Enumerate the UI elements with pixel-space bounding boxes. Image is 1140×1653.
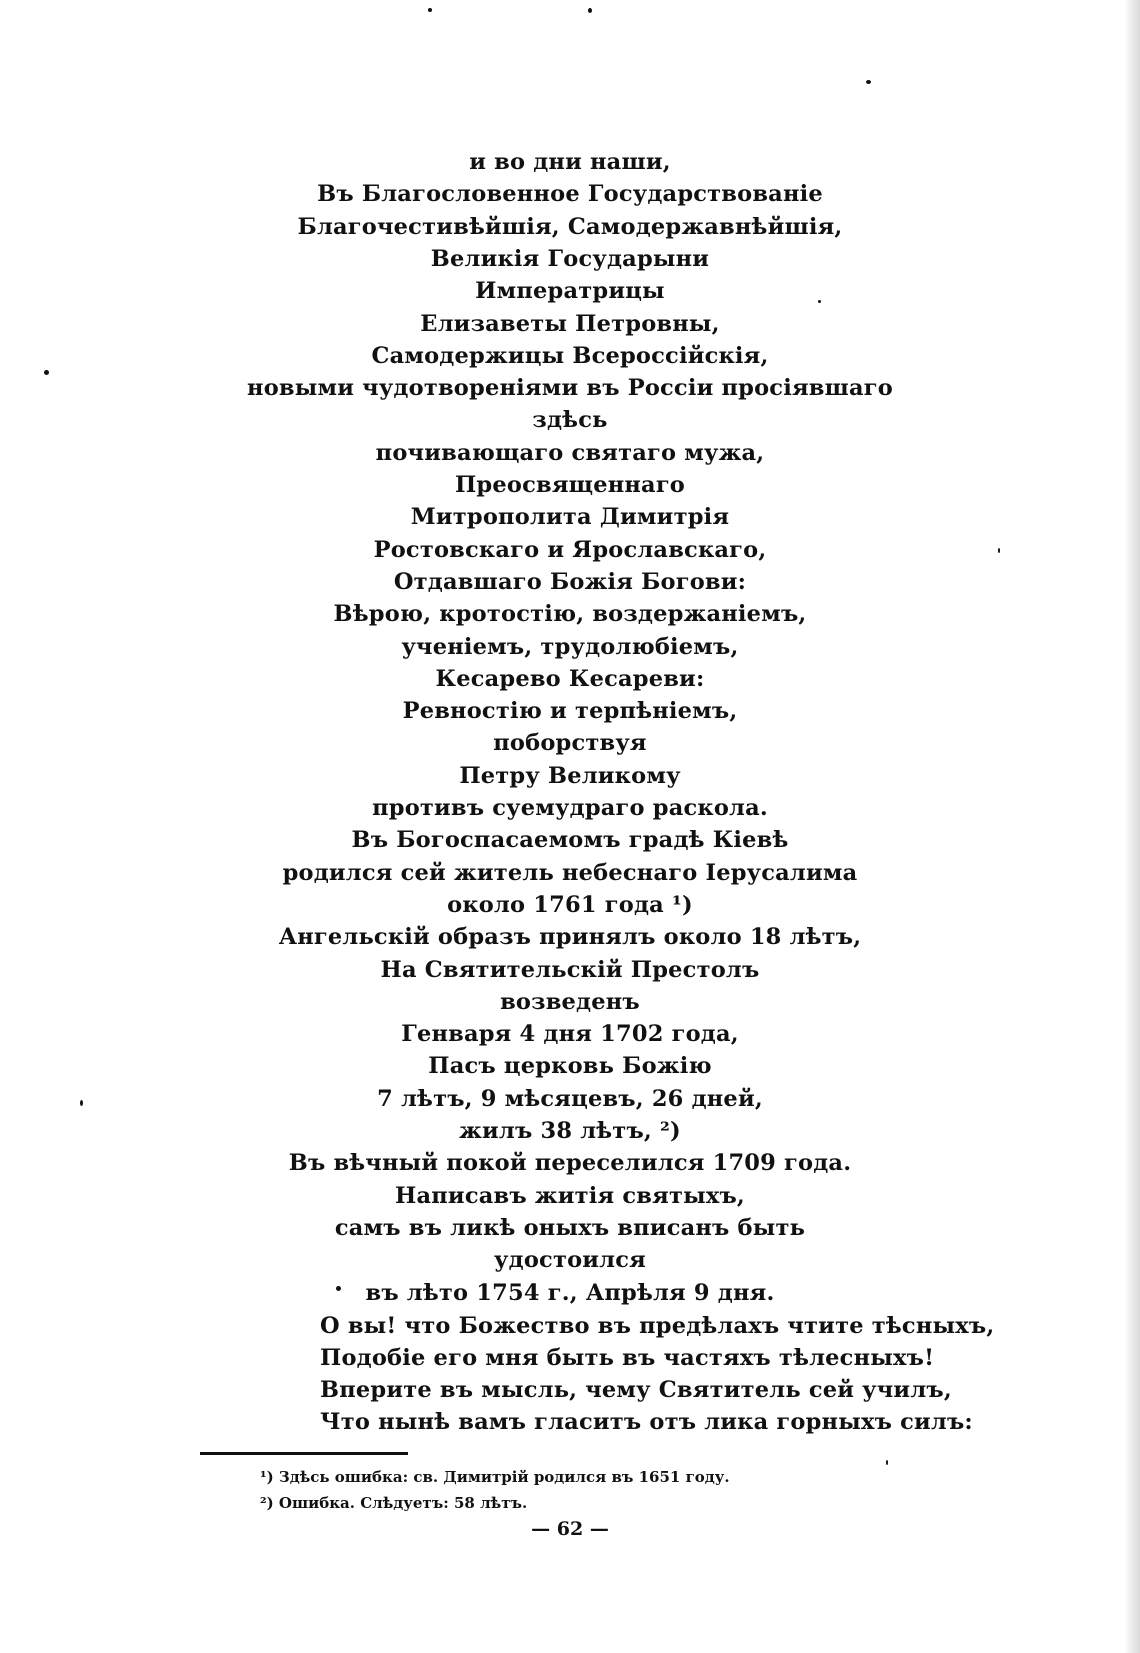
inscription-line: Петру Великому	[459, 762, 681, 789]
inscription-line: Елизаветы Петровны,	[420, 310, 720, 337]
inscription-line: жилъ 38 лѣтъ, ²)	[459, 1118, 681, 1144]
inscription-line: и во дни наши,	[469, 149, 671, 175]
inscription-line: Императрицы	[475, 278, 665, 305]
footnote-mark: ¹)	[260, 1468, 274, 1486]
inscription-line: поборствуя	[493, 730, 647, 757]
inscription-line: ученіемъ, трудолюбіемъ,	[401, 633, 739, 660]
inscription-line: Ревностію и терпѣніемъ,	[402, 698, 738, 725]
scan-speck	[44, 370, 49, 375]
inscription-line: Въ вѣчный покой переселился 1709 года.	[288, 1150, 852, 1177]
inscription-line: родился сей житель небеснаго Іерусалима	[282, 859, 858, 886]
scan-speck	[886, 1460, 888, 1465]
inscription-line: На Святительскій Престолъ	[380, 956, 760, 983]
inscription-line: Вѣрою, кротостію, воздержаніемъ,	[333, 601, 807, 628]
inscription-line: около 1761 года ¹)	[447, 891, 693, 918]
inscription-line: Генваря 4 дня 1702 года,	[401, 1021, 739, 1048]
inscription-line: возведенъ	[500, 988, 640, 1015]
footnote-divider	[200, 1452, 408, 1455]
inscription-line: 7 лѣтъ, 9 мѣсяцевъ, 26 дней,	[377, 1085, 763, 1112]
inscription-line: Пасъ церковь Божію	[428, 1053, 712, 1080]
poem-block	[320, 1310, 994, 1438]
scan-speck	[336, 1286, 341, 1291]
inscription-line: самъ въ ликѣ оныхъ вписанъ быть	[334, 1214, 806, 1241]
poem-line: Подобіе его мня быть въ частяхъ тѣлесныхъ!	[320, 1345, 935, 1371]
footnote-mark: ²)	[260, 1494, 274, 1512]
inscription-line: Самодержицы Всероссійскія,	[371, 342, 769, 369]
inscription-line: Отдавшаго Божія Богови:	[393, 568, 747, 595]
footnote-2	[260, 1490, 730, 1516]
inscription-line: здѣсь	[532, 407, 608, 434]
scan-speck	[998, 548, 1000, 553]
footnote-text: Ошибка. Слѣдуетъ: 58 лѣтъ.	[278, 1494, 528, 1512]
footnote-text: Здѣсь ошибка: св. Димитрій родился въ 1651 году.	[278, 1468, 730, 1486]
inscription-line: противъ суемудраго раскола.	[372, 795, 768, 821]
poem-line: Вперите въ мысль, чему Святитель сей училъ,	[320, 1377, 952, 1403]
inscription-line: Въ Благословенное Государствованіе	[317, 181, 823, 208]
inscription-line: Кесарево Кесареви:	[435, 665, 705, 692]
inscription-line: въ лѣто 1754 г., Апрѣля 9 дня.	[365, 1279, 775, 1306]
inscription-line: новыми чудотвореніями въ Россіи просіявшаго	[247, 375, 893, 402]
inscription-line: удостоился	[494, 1247, 646, 1274]
inscription-line: Митрополита Димитрія	[410, 504, 730, 531]
inscription-line: Написавъ житія святыхъ,	[395, 1182, 745, 1209]
footnotes	[260, 1464, 730, 1516]
inscription-line: Великія Государыни	[430, 245, 710, 272]
poem-line: О вы! что Божество въ предѣлахъ чтите тѣсныхъ,	[320, 1313, 995, 1339]
scan-speck	[866, 80, 871, 84]
scan-speck	[80, 1100, 83, 1106]
page-number: — 62 —	[531, 1518, 609, 1540]
scan-speck	[588, 8, 592, 13]
inscription-line: Благочестивѣйшія, Самодержавнѣйшія,	[297, 213, 843, 240]
scan-speck	[818, 300, 821, 303]
poem-line: Что нынѣ вамъ гласитъ отъ лика горныхъ силъ:	[320, 1409, 973, 1435]
footnote-1	[260, 1464, 730, 1490]
scan-speck	[428, 8, 432, 12]
inscription-line: Въ Богоспасаемомъ градѣ Кіевѣ	[351, 827, 789, 854]
inscription-line: Ангельскій образъ принялъ около 18 лѣтъ,	[278, 924, 862, 951]
inscription-line: почивающаго святаго мужа,	[375, 439, 765, 466]
inscription-line: Преосвященнаго	[454, 472, 686, 498]
inscription-line: Ростовскаго и Ярославскаго,	[373, 536, 767, 563]
